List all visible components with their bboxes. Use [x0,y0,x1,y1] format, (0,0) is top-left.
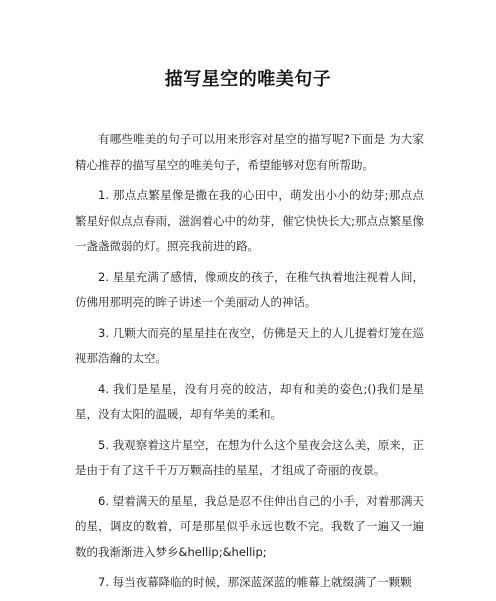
list-item: 2. 星星充满了感情，像顽皮的孩子，在稚气执着地注视着人间，仿佛用那明亮的眸子讲述一个美丽动人的神话。 [75,269,424,309]
list-item: 6. 望着满天的星星，我总是忍不住伸出自己的小手，对着那满天的星，调皮的数着，可是那星似乎永远也数不完。我数了一遍又一遍数的我渐渐进入梦乡&hellip;&hellip; [75,493,424,559]
article-body [75,127,424,601]
list-item: 1. 那点点繁星像是撒在我的心田中，萌发出小小的幼芽;那点点繁星好似点点春雨，滋润着心中的幼芽，催它快快长大;那点点繁星像一盏盏微弱的灯。照亮我前进的路。 [75,188,424,253]
page-title: 描写星空的唯美句子 [164,69,332,90]
list-item: 3. 几颗大而亮的星星挂在夜空，仿佛是天上的人儿提着灯笼在巡视那浩瀚的太空。 [75,325,424,365]
intro-paragraph: 有哪些唯美的句子可以用来形容对星空的描写呢?下面是 为大家精心推荐的描写星空的唯美句子，希望能够对您有所帮助。 [75,132,424,172]
list-item: 5. 我观察着这片星空，在想为什么这个星夜会这么美，原来，正是由于有了这千千万万颗高挂的星星，才组成了奇丽的夜景。 [75,437,424,477]
list-item: 7. 每当夜幕降临的时候，那深蓝深蓝的帷幕上就缀满了一颗颗 [98,575,412,589]
list-item: 4. 我们是星星，没有月亮的皎洁，却有和美的姿色;()我们是星星，没有太阳的温暖，却有华美的柔和。 [75,381,424,421]
